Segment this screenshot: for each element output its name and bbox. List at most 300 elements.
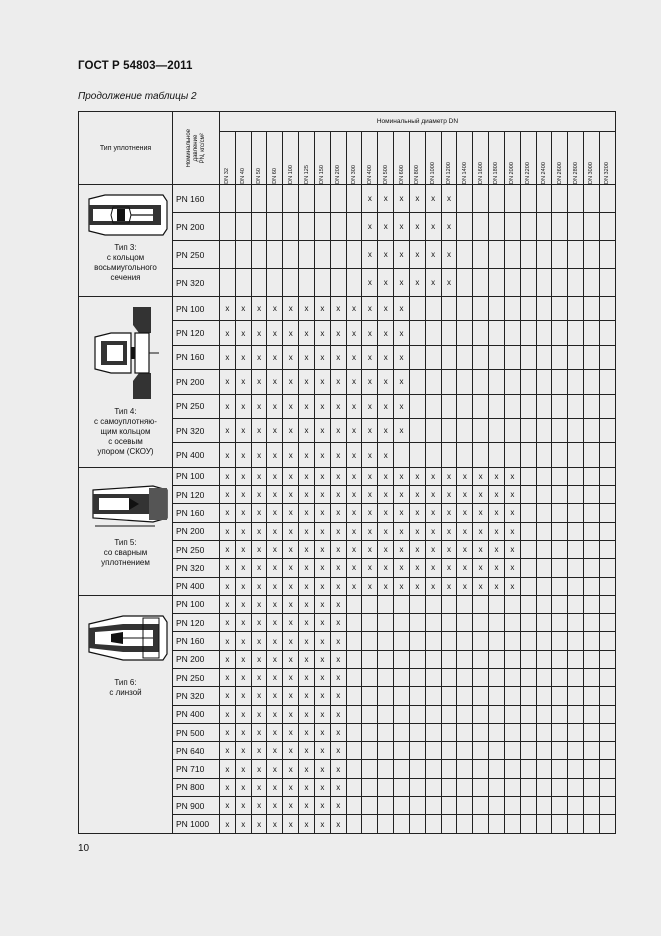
empty-cell bbox=[520, 418, 536, 442]
applicability-mark: x bbox=[267, 815, 283, 833]
empty-cell bbox=[520, 559, 536, 577]
empty-cell bbox=[536, 559, 552, 577]
self-sealing-ring-seal-icon bbox=[79, 303, 172, 403]
applicability-mark: x bbox=[409, 504, 425, 522]
applicability-mark: x bbox=[409, 467, 425, 485]
applicability-mark: x bbox=[235, 595, 251, 613]
applicability-mark: x bbox=[409, 185, 425, 213]
empty-cell bbox=[362, 669, 378, 687]
applicability-mark: x bbox=[251, 559, 267, 577]
dn-column-header bbox=[314, 132, 330, 185]
applicability-mark: x bbox=[330, 559, 346, 577]
empty-cell bbox=[599, 742, 615, 760]
applicability-mark: x bbox=[346, 321, 362, 345]
empty-cell bbox=[552, 394, 568, 418]
applicability-mark: x bbox=[267, 559, 283, 577]
applicability-mark: x bbox=[220, 742, 236, 760]
dn-column-label: DN 2400 bbox=[540, 161, 547, 184]
applicability-mark: x bbox=[283, 815, 299, 833]
applicability-mark: x bbox=[457, 467, 473, 485]
applicability-mark: x bbox=[267, 705, 283, 723]
empty-cell bbox=[394, 723, 410, 741]
empty-cell bbox=[568, 213, 584, 241]
empty-cell bbox=[599, 577, 615, 595]
empty-cell bbox=[584, 797, 600, 815]
empty-cell bbox=[599, 241, 615, 269]
empty-cell bbox=[362, 687, 378, 705]
dn-column-header bbox=[267, 132, 283, 185]
empty-cell bbox=[568, 540, 584, 558]
empty-cell bbox=[473, 705, 489, 723]
applicability-mark: x bbox=[314, 595, 330, 613]
empty-cell bbox=[520, 705, 536, 723]
empty-cell bbox=[599, 370, 615, 394]
empty-cell bbox=[473, 632, 489, 650]
empty-cell bbox=[441, 321, 457, 345]
applicability-mark: x bbox=[267, 742, 283, 760]
applicability-mark: x bbox=[283, 443, 299, 467]
applicability-mark: x bbox=[299, 778, 315, 796]
empty-cell bbox=[425, 370, 441, 394]
applicability-mark: x bbox=[299, 394, 315, 418]
applicability-mark: x bbox=[235, 370, 251, 394]
dn-column-label: DN 800 bbox=[414, 165, 421, 184]
applicability-mark: x bbox=[299, 297, 315, 321]
empty-cell bbox=[409, 394, 425, 418]
empty-cell bbox=[394, 687, 410, 705]
dn-column-label: DN 1800 bbox=[493, 161, 500, 184]
dn-column-label: DN 125 bbox=[303, 165, 310, 184]
empty-cell bbox=[552, 297, 568, 321]
empty-cell bbox=[346, 632, 362, 650]
applicability-mark: x bbox=[425, 577, 441, 595]
applicability-mark: x bbox=[299, 577, 315, 595]
applicability-mark: x bbox=[267, 723, 283, 741]
applicability-mark: x bbox=[378, 394, 394, 418]
dn-column-header bbox=[425, 132, 441, 185]
empty-cell bbox=[536, 418, 552, 442]
empty-cell bbox=[584, 241, 600, 269]
empty-cell bbox=[441, 687, 457, 705]
applicability-mark: x bbox=[330, 742, 346, 760]
empty-cell bbox=[362, 778, 378, 796]
empty-cell bbox=[409, 687, 425, 705]
applicability-mark: x bbox=[283, 297, 299, 321]
applicability-mark: x bbox=[283, 522, 299, 540]
empty-cell bbox=[441, 669, 457, 687]
applicability-mark: x bbox=[409, 241, 425, 269]
dn-column-header bbox=[473, 132, 489, 185]
empty-cell bbox=[520, 185, 536, 213]
applicability-mark: x bbox=[235, 559, 251, 577]
applicability-mark: x bbox=[283, 632, 299, 650]
empty-cell bbox=[378, 705, 394, 723]
empty-cell bbox=[314, 213, 330, 241]
empty-cell bbox=[489, 614, 505, 632]
applicability-mark: x bbox=[330, 321, 346, 345]
empty-cell bbox=[251, 241, 267, 269]
applicability-mark: x bbox=[489, 467, 505, 485]
dn-column-header bbox=[394, 132, 410, 185]
dn-column-label: DN 2200 bbox=[525, 161, 532, 184]
seal-type-cell bbox=[79, 467, 173, 595]
empty-cell bbox=[425, 705, 441, 723]
empty-cell bbox=[584, 815, 600, 833]
table-row bbox=[79, 297, 616, 321]
applicability-mark: x bbox=[330, 778, 346, 796]
dn-column-header bbox=[346, 132, 362, 185]
pn-value: PN 100 bbox=[173, 595, 220, 613]
empty-cell bbox=[378, 632, 394, 650]
applicability-mark: x bbox=[235, 297, 251, 321]
applicability-mark: x bbox=[441, 241, 457, 269]
dn-header: Номинальный диаметр DN bbox=[220, 112, 616, 132]
empty-cell bbox=[283, 213, 299, 241]
empty-cell bbox=[584, 540, 600, 558]
empty-cell bbox=[584, 418, 600, 442]
seal-type-cell bbox=[79, 297, 173, 468]
empty-cell bbox=[584, 522, 600, 540]
dn-column-label: DN 1600 bbox=[477, 161, 484, 184]
empty-cell bbox=[552, 370, 568, 394]
empty-cell bbox=[536, 760, 552, 778]
applicability-mark: x bbox=[267, 595, 283, 613]
pn-value: PN 200 bbox=[173, 370, 220, 394]
applicability-mark: x bbox=[457, 522, 473, 540]
empty-cell bbox=[520, 213, 536, 241]
applicability-mark: x bbox=[378, 297, 394, 321]
empty-cell bbox=[409, 297, 425, 321]
empty-cell bbox=[568, 370, 584, 394]
dn-column-label: DN 50 bbox=[256, 168, 263, 184]
empty-cell bbox=[599, 345, 615, 369]
empty-cell bbox=[409, 321, 425, 345]
applicability-mark: x bbox=[251, 504, 267, 522]
empty-cell bbox=[552, 504, 568, 522]
applicability-mark: x bbox=[314, 540, 330, 558]
applicability-mark: x bbox=[267, 778, 283, 796]
applicability-mark: x bbox=[220, 370, 236, 394]
empty-cell bbox=[362, 632, 378, 650]
empty-cell bbox=[536, 650, 552, 668]
empty-cell bbox=[473, 595, 489, 613]
empty-cell bbox=[441, 443, 457, 467]
applicability-mark: x bbox=[362, 394, 378, 418]
seal-type-description: с линзой bbox=[109, 687, 142, 697]
empty-cell bbox=[504, 185, 520, 213]
empty-cell bbox=[504, 797, 520, 815]
empty-cell bbox=[441, 815, 457, 833]
applicability-mark: x bbox=[378, 504, 394, 522]
applicability-mark: x bbox=[235, 504, 251, 522]
applicability-mark: x bbox=[362, 486, 378, 504]
applicability-mark: x bbox=[441, 540, 457, 558]
empty-cell bbox=[599, 418, 615, 442]
applicability-mark: x bbox=[299, 614, 315, 632]
applicability-mark: x bbox=[457, 559, 473, 577]
applicability-mark: x bbox=[425, 486, 441, 504]
applicability-mark: x bbox=[283, 797, 299, 815]
empty-cell bbox=[409, 418, 425, 442]
empty-cell bbox=[346, 778, 362, 796]
empty-cell bbox=[584, 443, 600, 467]
applicability-mark: x bbox=[235, 742, 251, 760]
applicability-mark: x bbox=[283, 540, 299, 558]
applicability-mark: x bbox=[267, 486, 283, 504]
empty-cell bbox=[504, 742, 520, 760]
empty-cell bbox=[441, 345, 457, 369]
empty-cell bbox=[473, 815, 489, 833]
empty-cell bbox=[473, 742, 489, 760]
empty-cell bbox=[457, 241, 473, 269]
applicability-mark: x bbox=[299, 443, 315, 467]
empty-cell bbox=[409, 742, 425, 760]
empty-cell bbox=[457, 614, 473, 632]
empty-cell bbox=[457, 185, 473, 213]
empty-cell bbox=[520, 522, 536, 540]
applicability-mark: x bbox=[283, 345, 299, 369]
applicability-mark: x bbox=[409, 577, 425, 595]
applicability-mark: x bbox=[314, 778, 330, 796]
applicability-mark: x bbox=[394, 345, 410, 369]
applicability-mark: x bbox=[330, 705, 346, 723]
empty-cell bbox=[378, 687, 394, 705]
applicability-mark: x bbox=[267, 614, 283, 632]
applicability-mark: x bbox=[267, 687, 283, 705]
empty-cell bbox=[552, 443, 568, 467]
applicability-mark: x bbox=[330, 723, 346, 741]
applicability-mark: x bbox=[220, 687, 236, 705]
applicability-mark: x bbox=[330, 486, 346, 504]
empty-cell bbox=[314, 241, 330, 269]
pn-value: PN 120 bbox=[173, 321, 220, 345]
empty-cell bbox=[599, 760, 615, 778]
empty-cell bbox=[584, 504, 600, 522]
empty-cell bbox=[584, 559, 600, 577]
empty-cell bbox=[536, 522, 552, 540]
applicability-mark: x bbox=[346, 297, 362, 321]
applicability-mark: x bbox=[299, 632, 315, 650]
applicability-mark: x bbox=[473, 559, 489, 577]
applicability-mark: x bbox=[251, 370, 267, 394]
flange-seal-table bbox=[78, 111, 616, 834]
applicability-mark: x bbox=[235, 797, 251, 815]
empty-cell bbox=[568, 559, 584, 577]
empty-cell bbox=[473, 687, 489, 705]
dn-column-label: DN 400 bbox=[366, 165, 373, 184]
empty-cell bbox=[552, 705, 568, 723]
empty-cell bbox=[457, 797, 473, 815]
empty-cell bbox=[409, 443, 425, 467]
empty-cell bbox=[409, 632, 425, 650]
applicability-mark: x bbox=[251, 778, 267, 796]
applicability-mark: x bbox=[394, 213, 410, 241]
empty-cell bbox=[520, 632, 536, 650]
applicability-mark: x bbox=[346, 443, 362, 467]
applicability-mark: x bbox=[299, 742, 315, 760]
empty-cell bbox=[346, 723, 362, 741]
empty-cell bbox=[504, 443, 520, 467]
empty-cell bbox=[441, 418, 457, 442]
applicability-mark: x bbox=[394, 559, 410, 577]
empty-cell bbox=[536, 778, 552, 796]
seal-type-header: Тип уплотнения bbox=[79, 112, 173, 185]
applicability-mark: x bbox=[409, 486, 425, 504]
dn-column-label: DN 1000 bbox=[430, 161, 437, 184]
applicability-mark: x bbox=[283, 504, 299, 522]
empty-cell bbox=[599, 269, 615, 297]
empty-cell bbox=[536, 213, 552, 241]
empty-cell bbox=[441, 370, 457, 394]
applicability-mark: x bbox=[299, 797, 315, 815]
empty-cell bbox=[489, 687, 505, 705]
applicability-mark: x bbox=[409, 213, 425, 241]
empty-cell bbox=[346, 185, 362, 213]
applicability-mark: x bbox=[220, 297, 236, 321]
applicability-mark: x bbox=[267, 345, 283, 369]
empty-cell bbox=[489, 269, 505, 297]
applicability-mark: x bbox=[251, 443, 267, 467]
empty-cell bbox=[504, 595, 520, 613]
empty-cell bbox=[584, 632, 600, 650]
table-row bbox=[79, 595, 616, 613]
applicability-mark: x bbox=[220, 443, 236, 467]
pn-header bbox=[173, 112, 220, 185]
empty-cell bbox=[599, 559, 615, 577]
applicability-mark: x bbox=[251, 486, 267, 504]
empty-cell bbox=[568, 614, 584, 632]
applicability-mark: x bbox=[220, 418, 236, 442]
applicability-mark: x bbox=[394, 467, 410, 485]
applicability-mark: x bbox=[314, 723, 330, 741]
applicability-mark: x bbox=[441, 522, 457, 540]
empty-cell bbox=[504, 778, 520, 796]
applicability-mark: x bbox=[299, 486, 315, 504]
empty-cell bbox=[425, 632, 441, 650]
dn-column-header bbox=[409, 132, 425, 185]
empty-cell bbox=[536, 669, 552, 687]
applicability-mark: x bbox=[283, 595, 299, 613]
empty-cell bbox=[473, 185, 489, 213]
applicability-mark: x bbox=[314, 467, 330, 485]
applicability-mark: x bbox=[251, 321, 267, 345]
applicability-mark: x bbox=[504, 577, 520, 595]
applicability-mark: x bbox=[504, 486, 520, 504]
empty-cell bbox=[473, 418, 489, 442]
applicability-mark: x bbox=[314, 321, 330, 345]
applicability-mark: x bbox=[441, 213, 457, 241]
dn-column-header bbox=[584, 132, 600, 185]
applicability-mark: x bbox=[267, 760, 283, 778]
empty-cell bbox=[520, 760, 536, 778]
applicability-mark: x bbox=[251, 723, 267, 741]
empty-cell bbox=[378, 650, 394, 668]
empty-cell bbox=[251, 269, 267, 297]
empty-cell bbox=[504, 321, 520, 345]
applicability-mark: x bbox=[235, 321, 251, 345]
empty-cell bbox=[394, 760, 410, 778]
applicability-mark: x bbox=[457, 577, 473, 595]
empty-cell bbox=[425, 650, 441, 668]
applicability-mark: x bbox=[330, 394, 346, 418]
empty-cell bbox=[267, 269, 283, 297]
empty-cell bbox=[599, 705, 615, 723]
applicability-mark: x bbox=[251, 760, 267, 778]
empty-cell bbox=[441, 723, 457, 741]
dn-column-header bbox=[552, 132, 568, 185]
empty-cell bbox=[394, 595, 410, 613]
empty-cell bbox=[584, 345, 600, 369]
applicability-mark: x bbox=[235, 815, 251, 833]
table-row bbox=[79, 185, 616, 213]
empty-cell bbox=[552, 522, 568, 540]
empty-cell bbox=[235, 241, 251, 269]
empty-cell bbox=[362, 650, 378, 668]
empty-cell bbox=[520, 540, 536, 558]
applicability-mark: x bbox=[394, 370, 410, 394]
empty-cell bbox=[584, 778, 600, 796]
empty-cell bbox=[520, 650, 536, 668]
dn-column-header bbox=[330, 132, 346, 185]
empty-cell bbox=[473, 321, 489, 345]
empty-cell bbox=[441, 632, 457, 650]
empty-cell bbox=[552, 559, 568, 577]
empty-cell bbox=[504, 650, 520, 668]
seal-type-name: Тип 3: bbox=[114, 243, 137, 252]
empty-cell bbox=[584, 213, 600, 241]
applicability-mark: x bbox=[267, 540, 283, 558]
empty-cell bbox=[473, 669, 489, 687]
pn-value: PN 500 bbox=[173, 723, 220, 741]
applicability-mark: x bbox=[314, 297, 330, 321]
empty-cell bbox=[520, 595, 536, 613]
seal-type-description: со сварным уплотнением bbox=[101, 547, 150, 567]
applicability-mark: x bbox=[378, 345, 394, 369]
pn-value: PN 400 bbox=[173, 577, 220, 595]
empty-cell bbox=[425, 687, 441, 705]
empty-cell bbox=[235, 213, 251, 241]
applicability-mark: x bbox=[220, 345, 236, 369]
applicability-mark: x bbox=[314, 687, 330, 705]
applicability-mark: x bbox=[251, 669, 267, 687]
empty-cell bbox=[536, 614, 552, 632]
applicability-mark: x bbox=[235, 778, 251, 796]
empty-cell bbox=[552, 321, 568, 345]
empty-cell bbox=[489, 742, 505, 760]
applicability-mark: x bbox=[220, 705, 236, 723]
empty-cell bbox=[489, 815, 505, 833]
empty-cell bbox=[346, 705, 362, 723]
seal-type-cell bbox=[79, 595, 173, 833]
empty-cell bbox=[520, 723, 536, 741]
applicability-mark: x bbox=[299, 504, 315, 522]
empty-cell bbox=[489, 321, 505, 345]
empty-cell bbox=[552, 742, 568, 760]
empty-cell bbox=[552, 815, 568, 833]
dn-column-header bbox=[362, 132, 378, 185]
applicability-mark: x bbox=[220, 632, 236, 650]
applicability-mark: x bbox=[409, 540, 425, 558]
applicability-mark: x bbox=[235, 345, 251, 369]
applicability-mark: x bbox=[251, 418, 267, 442]
applicability-mark: x bbox=[409, 559, 425, 577]
applicability-mark: x bbox=[220, 723, 236, 741]
applicability-mark: x bbox=[283, 486, 299, 504]
empty-cell bbox=[409, 760, 425, 778]
empty-cell bbox=[536, 345, 552, 369]
applicability-mark: x bbox=[425, 504, 441, 522]
empty-cell bbox=[584, 595, 600, 613]
